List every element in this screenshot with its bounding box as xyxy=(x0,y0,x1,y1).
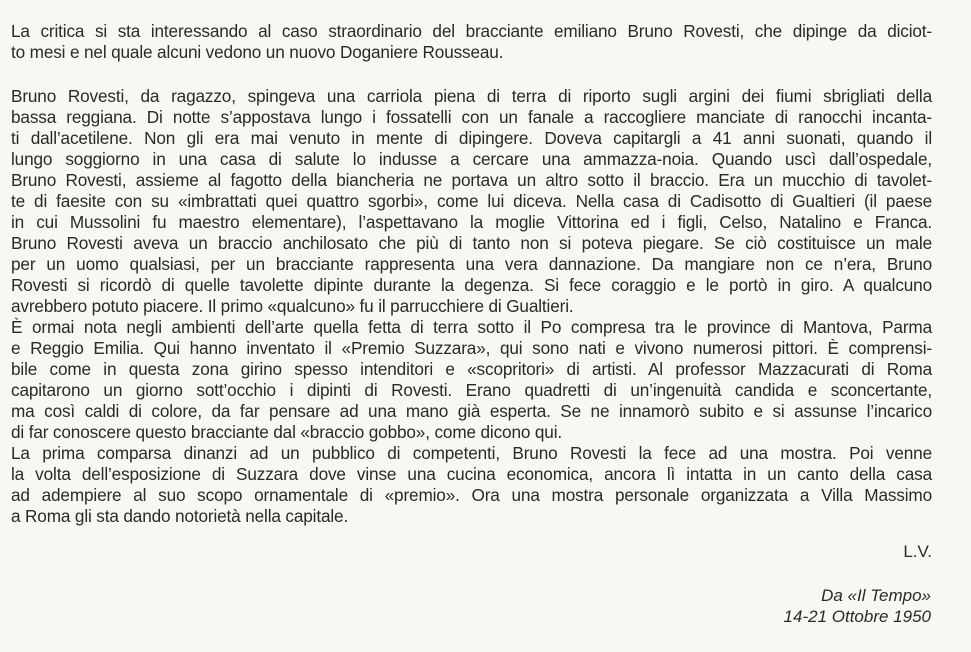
text-line: È ormai nota negli ambienti dell’arte quella fetta di terra sotto il Po compresa tra le province di Mantova, Parma xyxy=(11,317,932,337)
text-line: bassa reggiana. Di notte s’appostava lungo i fossatelli con un fanale a raccogliere manciate di ranocchi incanta- xyxy=(11,107,932,127)
source-citation xyxy=(784,585,931,627)
text-line: a Roma gli sta dando notorietà nella capitale. xyxy=(11,506,349,526)
text-line: avrebbero potuto piacere. Il primo «qualcuno» fu il parrucchiere di Gualtieri. xyxy=(11,296,574,316)
text-line: te di faesite con su «imbrattati quei quattro sgorbi», come lui diceva. Nella casa di Cadisotto di Gualtieri (il paese xyxy=(11,191,932,211)
article-body xyxy=(11,86,932,527)
text-line: Rovesti si ricordò di quelle tavolette dipinte durante la degenza. Si fece coraggio e le portò in giro. A qualcuno xyxy=(11,275,932,295)
text-line: per un uomo qualsiasi, per un bracciante rappresenta una vera dannazione. Da mangiare non ce n’era, Bruno xyxy=(11,254,932,274)
text-line: Bruno Rovesti aveva un braccio anchilosato che più di tanto non si poteva piegare. Se ciò costituisce un male xyxy=(11,233,932,253)
text-line: La critica si sta interessando al caso straordinario del bracciante emiliano Bruno Rovesti, che dipinge da diciot- xyxy=(11,21,932,41)
text-line: la volta dell’esposizione di Suzzara dove vinse una cucina economica, ancora lì intatta in un canto della casa xyxy=(11,464,932,484)
text-line: in cui Mussolini fu maestro elementare), l’aspettavano la moglie Vittorina ed i figli, Celso, Natalino e Franca. xyxy=(11,212,932,232)
text-line: di far conoscere questo bracciante dal «braccio gobbo», come dicono qui. xyxy=(11,422,563,442)
text-line: Bruno Rovesti, da ragazzo, spingeva una carriola piena di terra di riporto sugli argini dei fiumi sbrigliati della xyxy=(11,86,932,106)
text-line: bile come in questa zona girino spesso intenditori e «scopritori» di artisti. Al professor Mazzacurati di Roma xyxy=(11,359,932,379)
source-date: 14-21 Ottobre 1950 xyxy=(783,607,931,626)
text-line: ma così caldi di colore, da far pensare ad una mano già esperta. Se ne innamorò subito e si assunse l’incarico xyxy=(11,401,932,421)
text-line: capitarono un giorno sott’occhio i dipinti di Rovesti. Erano quadretti di un’ingenuità candida e sconcertante, xyxy=(11,380,932,400)
intro-paragraph xyxy=(11,21,932,63)
source-publication: Da «Il Tempo» xyxy=(821,586,931,605)
text-line: Bruno Rovesti, assieme al fagotto della biancheria ne portava un altro sotto il braccio. Era un mucchio di tavolet- xyxy=(11,170,932,190)
text-line: ti dall’acetilene. Non gli era mai venuto in mente di dipingere. Doveva capitargli a 41 anni suonati, quando il xyxy=(11,128,932,148)
text-line: e Reggio Emilia. Qui hanno inventato il «Premio Suzzara», qui sono nati e vivono numerosi pittori. È comprensi- xyxy=(11,338,932,358)
text-line: to mesi e nel quale alcuni vedono un nuovo Doganiere Rousseau. xyxy=(11,42,504,62)
text-line: ad adempiere al suo scopo ornamentale di «premio». Ora una mostra personale organizzata a Villa Massimo xyxy=(11,485,932,505)
author-signature: L.V. xyxy=(903,542,932,561)
text-line: La prima comparsa dinanzi ad un pubblico di competenti, Bruno Rovesti la fece ad una mostra. Poi venne xyxy=(11,443,932,463)
text-line: lungo soggiorno in una casa di salute lo indusse a cercare una ammazza-noia. Quando uscì dall’ospedale, xyxy=(11,149,932,169)
